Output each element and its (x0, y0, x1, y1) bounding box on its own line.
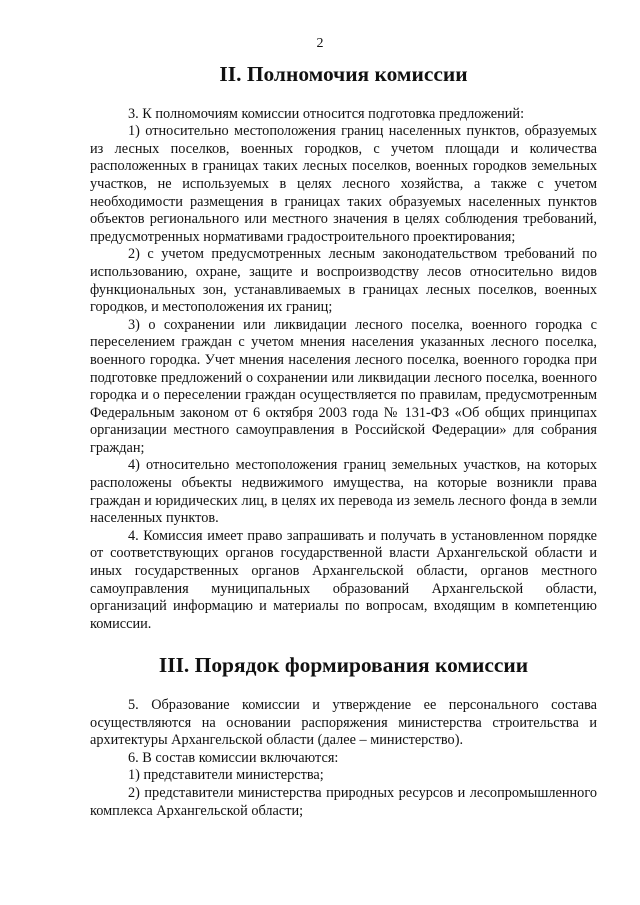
paragraph-3-item-1: 1) относительно местоположения границ населенных пунктов, образуемых из лесных поселков, военных городков, с учетом площади и количества расположенных в границах таких лесных поселков, военных городков земельных участков, не используемых в целях лесного хозяйства, а также с учетом необходимости размещения в границах таких образуемых населенных пунктов объектов регионального или местного значения в целях соблюдения требований, предусмотренных нормативами градостроительного проектирования; (90, 123, 597, 245)
paragraph-6-item-2: 2) представители министерства природных ресурсов и лесопромышленного комплекса Архангельской области; (90, 784, 597, 819)
paragraph-6-item-1: 1) представители министерства; (128, 767, 324, 784)
page-number: 2 (316, 36, 324, 51)
paragraph-5: 5. Образование комиссии и утверждение ее персонального состава осуществляются на основании распоряжения министерства строительства и архитектуры Архангельской области (далее – министерство). (90, 697, 597, 749)
paragraph-3-item-4: 4) относительно местоположения границ земельных участков, на которых расположены объекты недвижимого имущества, на которые возникли права граждан и юридических лиц, в целях их перевода из земель лесного фонда в земли населенных пунктов. (90, 457, 597, 527)
paragraph-3: 3. К полномочиям комиссии относится подготовка предложений: (128, 105, 525, 122)
document-body (90, 62, 597, 820)
paragraph-3-item-2: 2) с учетом предусмотренных лесным законодательством требований по использованию, охране, защите и воспроизводству лесов относительно видов функциональных зон, устанавливаемых в границах лесных поселков, военных городков, и местоположения их границ; (90, 246, 597, 316)
paragraph-4: 4. Комиссия имеет право запрашивать и получать в установленном порядке от соответствующих органов государственной власти Архангельской области и иных государственных органов Архангельской области, органов местного самоуправления муниципальных образований Архангельской области, организаций информацию и материалы по вопросам, входящим в компетенцию комиссии. (90, 527, 597, 632)
section-heading-formation: III. Порядок формирования комиссии (158, 653, 529, 678)
section-heading-powers: II. Полномочия комиссии (219, 62, 468, 86)
paragraph-6: 6. В состав комиссии включаются: (128, 749, 339, 766)
paragraph-3-item-3: 3) о сохранении или ликвидации лесного поселка, военного городка с переселением граждан с учетом мнения населения указанных лесного поселка, военного городка. Учет мнения населения лесного поселка, военного городка при подготовке предложений о сохранении или ликвидации лесного поселка, военного городка и о переселении граждан осуществляется по правилам, предусмотренным Федеральным законом от 6 октября 2003 года № 131-ФЗ «Об общих принципах организации местного самоуправления в Российской Федерации» для собрания граждан; (90, 316, 597, 456)
